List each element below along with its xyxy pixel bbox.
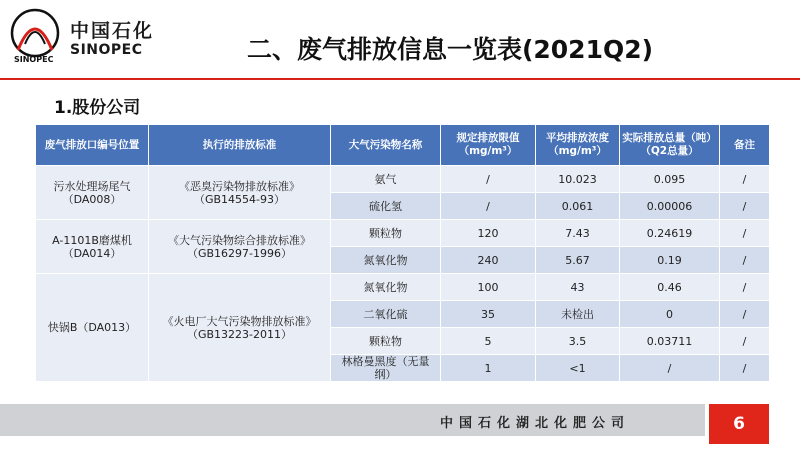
brand-name-cn: 中国石化 xyxy=(70,20,155,42)
avg-conc-cell: <1 xyxy=(536,355,620,382)
total-cell: 0.24619 xyxy=(620,220,720,247)
remark-cell: / xyxy=(720,355,770,382)
limit-cell: 240 xyxy=(441,247,536,274)
avg-conc-cell: 5.67 xyxy=(536,247,620,274)
avg-conc-cell: 3.5 xyxy=(536,328,620,355)
sinopec-emblem-icon xyxy=(8,6,66,64)
avg-conc-cell: 10.023 xyxy=(536,166,620,193)
outlet-cell: A-1101B磨煤机 （DA014） xyxy=(36,220,149,274)
total-cell: 0.19 xyxy=(620,247,720,274)
avg-conc-cell: 未检出 xyxy=(536,301,620,328)
sinopec-logo xyxy=(8,6,158,66)
col-header-total: 实际排放总量（吨）（Q2总量） xyxy=(620,125,720,166)
remark-cell: / xyxy=(720,193,770,220)
outlet-cell: 污水处理场尾气 （DA008） xyxy=(36,166,149,220)
pollutant-cell: 硫化氢 xyxy=(331,193,441,220)
col-header-avg-conc: 平均排放浓度（mg/m³） xyxy=(536,125,620,166)
pollutant-cell: 颗粒物 xyxy=(331,328,441,355)
limit-cell: 1 xyxy=(441,355,536,382)
table-row xyxy=(36,274,770,301)
standard-cell: 《火电厂大气污染物排放标准》 （GB13223-2011） xyxy=(149,274,331,382)
emission-table xyxy=(35,124,770,382)
avg-conc-cell: 0.061 xyxy=(536,193,620,220)
total-cell: 0.46 xyxy=(620,274,720,301)
brand-name-en: SINOPEC xyxy=(70,42,143,58)
remark-cell: / xyxy=(720,301,770,328)
pollutant-cell: 林格曼黑度（无量纲） xyxy=(331,355,441,382)
limit-cell: 100 xyxy=(441,274,536,301)
col-header-remark: 备注 xyxy=(720,125,770,166)
pollutant-cell: 颗粒物 xyxy=(331,220,441,247)
standard-cell: 《大气污染物综合排放标准》 （GB16297-1996） xyxy=(149,220,331,274)
remark-cell: / xyxy=(720,220,770,247)
total-cell: 0.095 xyxy=(620,166,720,193)
limit-cell: / xyxy=(441,166,536,193)
svg-text:SINOPEC: SINOPEC xyxy=(14,55,54,64)
col-header-outlet: 废气排放口编号位置 xyxy=(36,125,149,166)
total-cell: 0 xyxy=(620,301,720,328)
remark-cell: / xyxy=(720,328,770,355)
limit-cell: 5 xyxy=(441,328,536,355)
table-header-row xyxy=(36,125,770,166)
remark-cell: / xyxy=(720,166,770,193)
col-header-pollutant: 大气污染物名称 xyxy=(331,125,441,166)
outlet-cell: 快锅B（DA013） xyxy=(36,274,149,382)
total-cell: / xyxy=(620,355,720,382)
limit-cell: 35 xyxy=(441,301,536,328)
remark-cell: / xyxy=(720,247,770,274)
table-row xyxy=(36,166,770,193)
standard-cell: 《恶臭污染物排放标准》 （GB14554-93） xyxy=(149,166,331,220)
limit-cell: 120 xyxy=(441,220,536,247)
col-header-standard: 执行的排放标准 xyxy=(149,125,331,166)
pollutant-cell: 二氧化硫 xyxy=(331,301,441,328)
page-title: 二、废气排放信息一览表(2021Q2) xyxy=(246,35,654,64)
pollutant-cell: 氮氧化物 xyxy=(331,274,441,301)
section-subtitle: 1.股份公司 xyxy=(54,98,141,118)
avg-conc-cell: 7.43 xyxy=(536,220,620,247)
col-header-limit: 规定排放限值（mg/m³） xyxy=(441,125,536,166)
total-cell: 0.03711 xyxy=(620,328,720,355)
limit-cell: / xyxy=(441,193,536,220)
table-row xyxy=(36,220,770,247)
footer-company-name: 中国石化湖北化肥公司 xyxy=(440,416,631,431)
remark-cell: / xyxy=(720,274,770,301)
total-cell: 0.00006 xyxy=(620,193,720,220)
pollutant-cell: 氨气 xyxy=(331,166,441,193)
pollutant-cell: 氮氧化物 xyxy=(331,247,441,274)
page-number: 6 xyxy=(709,404,769,444)
title-divider xyxy=(0,78,800,80)
avg-conc-cell: 43 xyxy=(536,274,620,301)
